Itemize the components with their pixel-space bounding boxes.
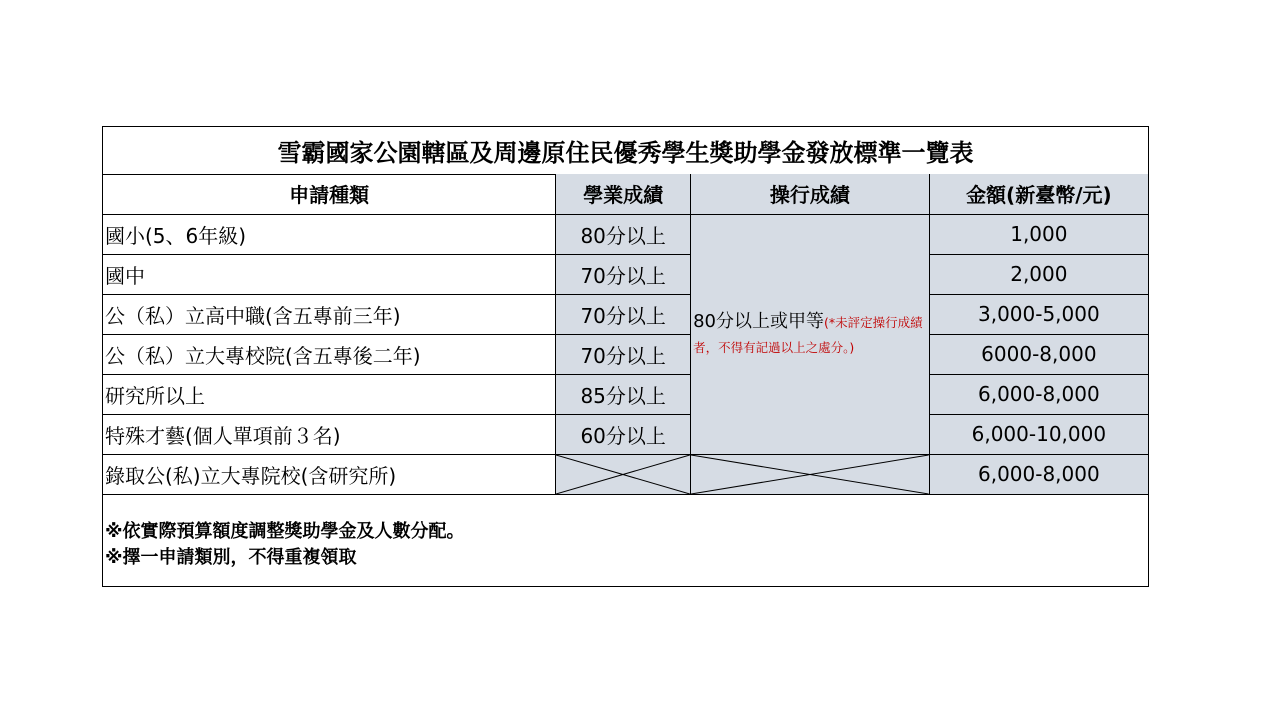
table-row [103,214,1148,254]
row-category: 國中 [103,254,556,294]
cross-out-mark [691,455,929,494]
table-row [103,374,1148,414]
row-academic: 60分以上 [556,414,691,454]
row-category: 公（私）立高中職(含五專前三年) [103,294,556,334]
row-amount: 6,000-10,000 [929,414,1148,454]
footnote-item: ※依實際預算額度調整獎助學金及人數分配。 [105,521,465,542]
header-amount: 金額(新臺幣/元) [929,174,1148,214]
scholarship-table-sheet [102,126,1149,587]
header-conduct: 操行成績 [691,174,930,214]
row-academic: 70分以上 [556,294,691,334]
row-category: 公（私）立大專校院(含五專後二年) [103,334,556,374]
header-category: 申請種類 [103,174,556,214]
row-amount: 2,000 [929,254,1148,294]
row-amount: 6,000-8,000 [929,454,1148,494]
conduct-requirement-main: 80分以上或甲等 [693,311,824,332]
table-row [103,294,1148,334]
table-row [103,334,1148,374]
conduct-requirement-note: (*未評定操行成績者，不得有記過以上之處分。) [693,315,923,355]
row-category: 錄取公(私)立大專院校(含研究所) [103,454,556,494]
cross-out-mark [556,455,690,494]
crossed-out-academic-cell [556,454,691,494]
crossed-out-conduct-cell [691,454,930,494]
table-row [103,414,1148,454]
row-academic: 70分以上 [556,254,691,294]
table-row [103,454,1148,494]
row-academic: 80分以上 [556,214,691,254]
footnotes [105,519,465,571]
header-row [103,174,1148,214]
header-academic: 學業成績 [556,174,691,214]
row-amount: 3,000-5,000 [929,294,1148,334]
scholarship-table [103,174,1148,495]
row-category: 特殊才藝(個人單項前３名) [103,414,556,454]
footnote-item: ※擇一申請類別，不得重複領取 [105,547,357,568]
row-amount: 6000-8,000 [929,334,1148,374]
row-amount: 1,000 [929,214,1148,254]
row-category: 國小(5、6年級) [103,214,556,254]
row-amount: 6,000-8,000 [929,374,1148,414]
conduct-requirement-cell [691,214,930,454]
row-academic: 70分以上 [556,334,691,374]
table-title: 雪霸國家公園轄區及周邊原住民優秀學生獎助學金發放標準一覽表 [103,127,1148,175]
row-academic: 85分以上 [556,374,691,414]
row-category: 研究所以上 [103,374,556,414]
table-row [103,254,1148,294]
